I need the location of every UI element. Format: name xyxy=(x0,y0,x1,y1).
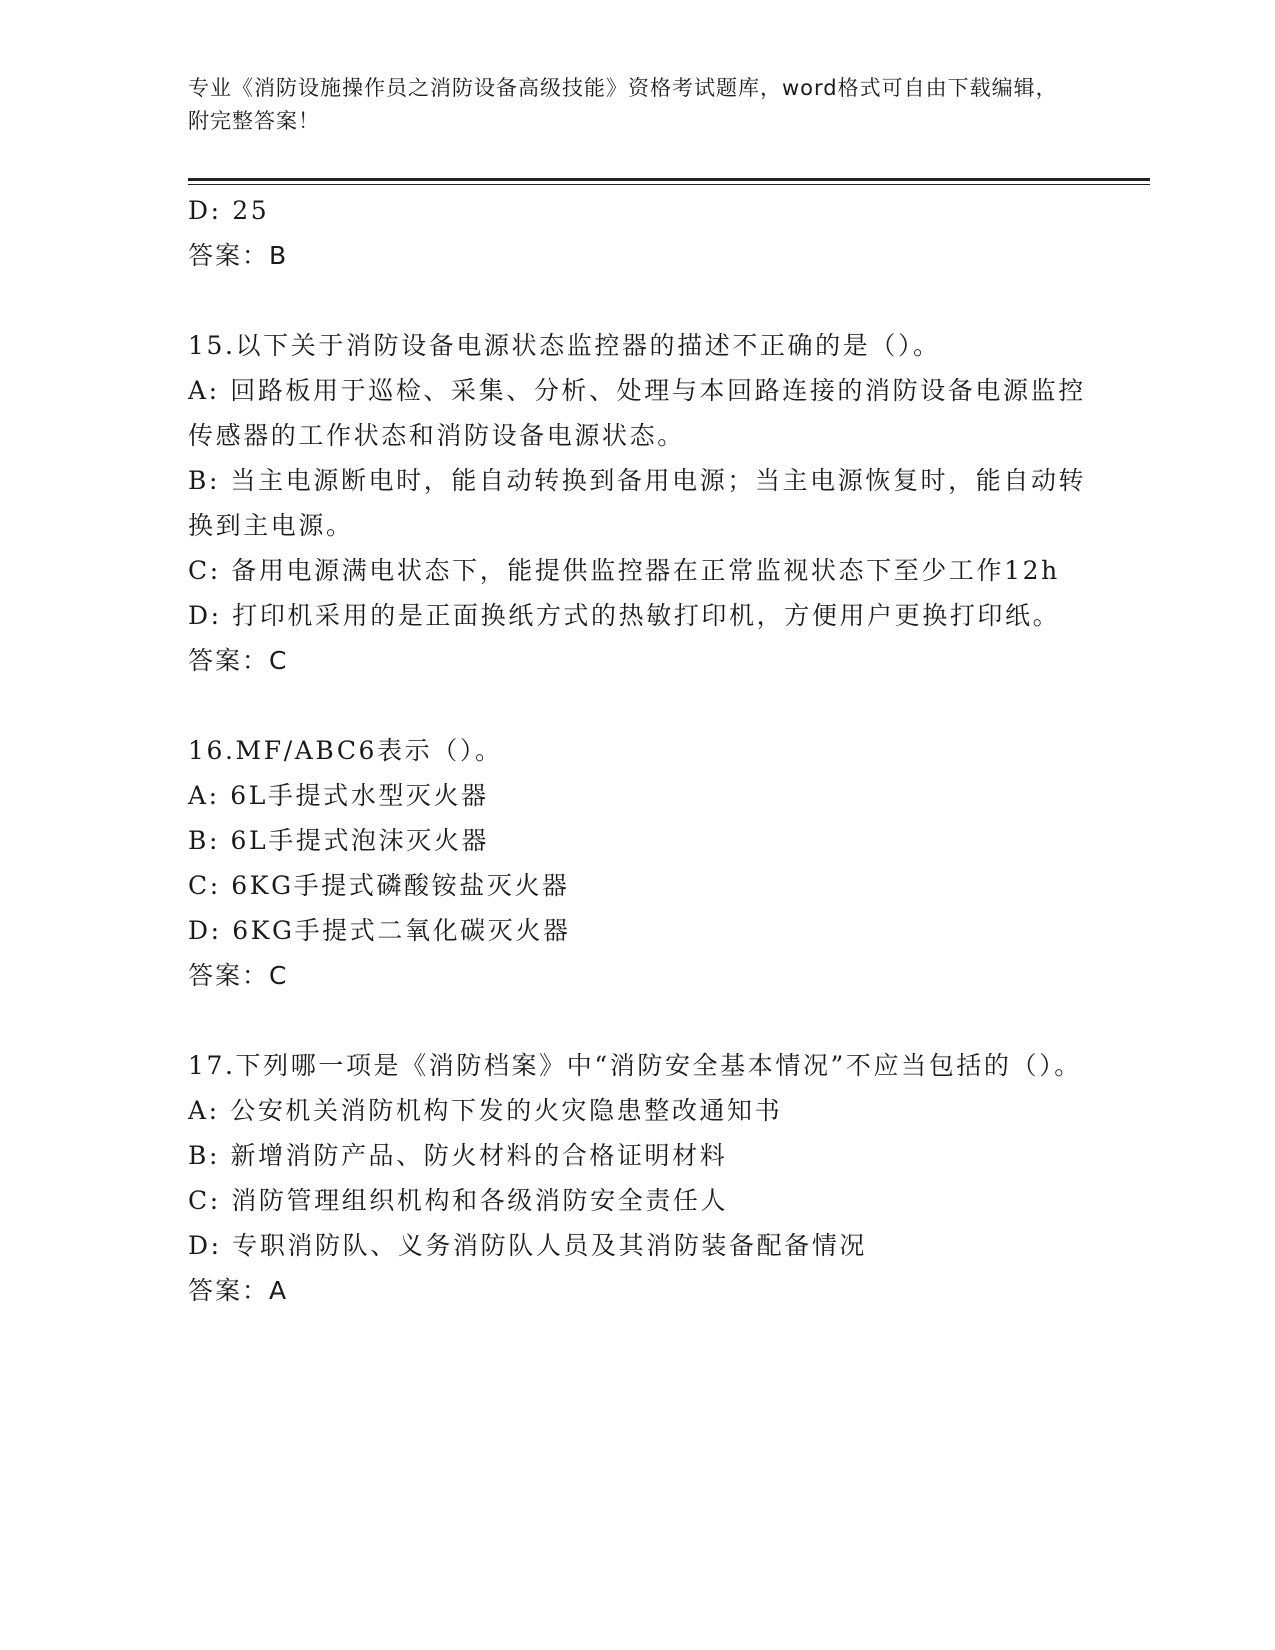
spacer xyxy=(188,278,1088,323)
option-c: C: 消防管理组织机构和各级消防安全责任人 xyxy=(188,1186,729,1215)
header-divider-thick xyxy=(188,178,1150,181)
option-d: D: 打印机采用的是正面换纸方式的热敏打印机，方便用户更换打印纸。 xyxy=(188,601,1061,630)
option-b: B: 6L手提式泡沫灭火器 xyxy=(188,826,490,855)
question-16 xyxy=(188,728,1088,998)
question-stem: 16.MF/ABC6表示（）。 xyxy=(188,736,503,765)
question-15 xyxy=(188,323,1088,683)
prev-question-option-d: D: 25 xyxy=(188,196,270,225)
question-answer: 答案：A xyxy=(188,1276,289,1305)
option-d: D: 专职消防队、义务消防队人员及其消防装备配备情况 xyxy=(188,1231,868,1260)
spacer xyxy=(188,683,1088,728)
header-divider-thin xyxy=(188,184,1150,185)
option-a: A: 回路板用于巡检、采集、分析、处理与本回路连接的消防设备电源监控传感器的工作状态和消防设备电源状态。 xyxy=(188,376,1086,450)
option-c: C: 6KG手提式磷酸铵盐灭火器 xyxy=(188,871,570,900)
question-answer: 答案：C xyxy=(188,646,289,675)
prev-question-answer: 答案：B xyxy=(188,241,289,270)
question-17 xyxy=(188,1043,1088,1313)
option-c: C: 备用电源满电状态下，能提供监控器在正常监视状态下至少工作12h xyxy=(188,556,1060,585)
option-a: A: 6L手提式水型灭火器 xyxy=(188,781,489,810)
option-a: A: 公安机关消防机构下发的火灾隐患整改通知书 xyxy=(188,1096,783,1125)
spacer xyxy=(188,998,1088,1043)
option-b: B: 当主电源断电时，能自动转换到备用电源；当主电源恢复时，能自动转换到主电源。 xyxy=(188,466,1087,540)
option-d: D: 6KG手提式二氧化碳灭火器 xyxy=(188,916,571,945)
question-stem: 15.以下关于消防设备电源状态监控器的描述不正确的是（）。 xyxy=(188,331,941,360)
question-stem: 17.下列哪一项是《消防档案》中“消防安全基本情况”不应当包括的（）。 xyxy=(188,1051,1082,1080)
option-b: B: 新增消防产品、防火材料的合格证明材料 xyxy=(188,1141,728,1170)
question-list xyxy=(188,188,1088,1313)
question-answer: 答案：C xyxy=(188,961,289,990)
page-header: 专业《消防设施操作员之消防设备高级技能》资格考试题库，word格式可自由下载编辑，附完整答案！ xyxy=(188,76,1058,133)
